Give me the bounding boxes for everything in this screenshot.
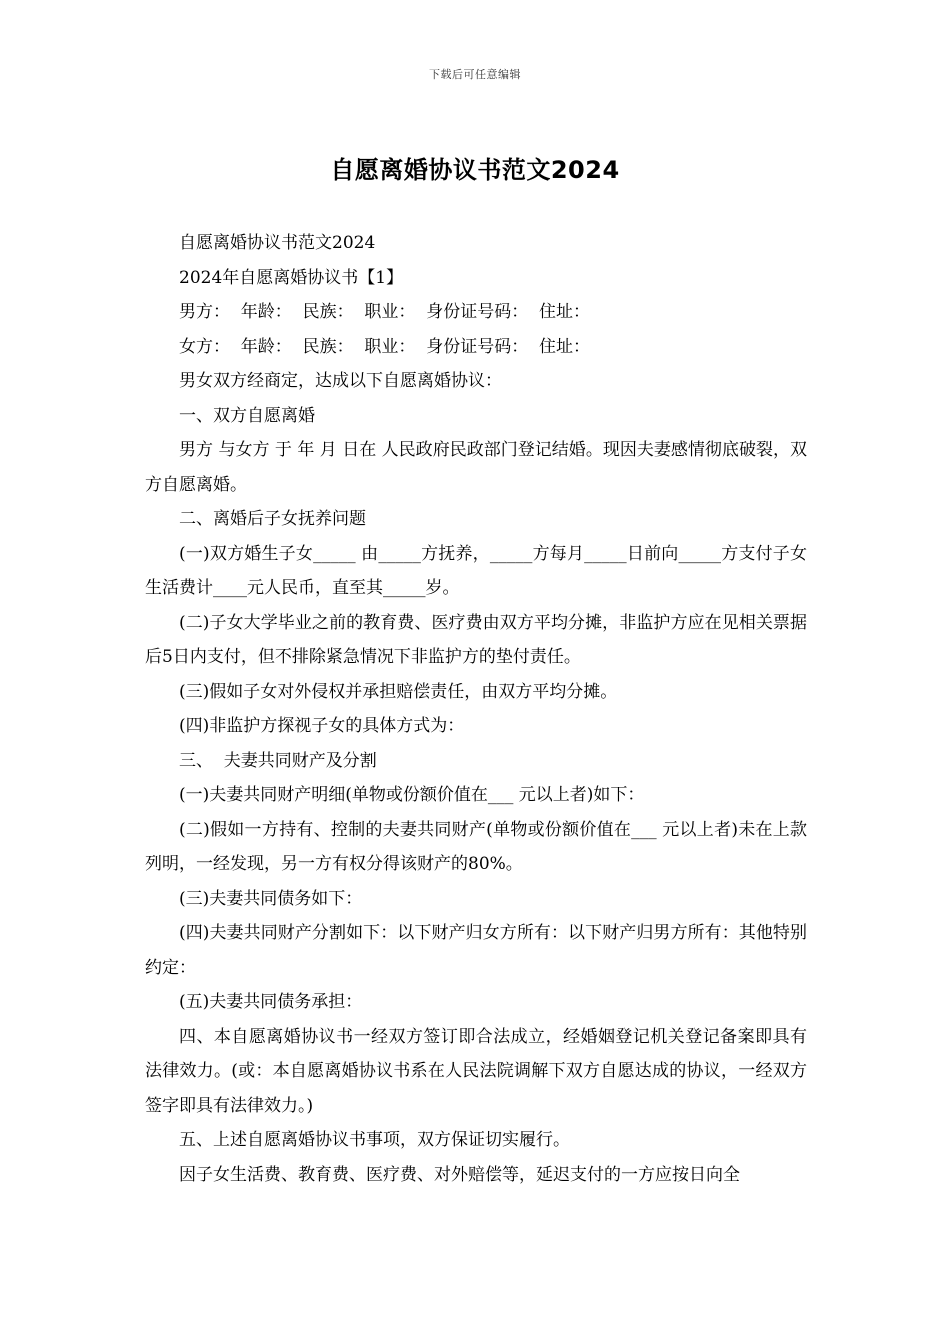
paragraph-subtitle: 自愿离婚协议书范文2024 [179, 233, 376, 253]
paragraph-man-info: 男方： 年龄： 民族： 职业： 身份证号码： 住址： [179, 302, 591, 322]
paragraph-clause-2-1: (一)双方婚生子女_____ 由_____方抚养，_____方每月_____日前向_____方支付子女生活费计____元人民币，直至其_____岁。 [145, 543, 807, 598]
paragraph-clause-2-4: (四)非监护方探视子女的具体方式为： [179, 716, 465, 736]
document-title: 自愿离婚协议书范文2024 [330, 156, 620, 184]
paragraph-woman-info: 女方： 年龄： 民族： 职业： 身份证号码： 住址： [179, 336, 591, 357]
document-body [145, 226, 807, 1192]
page-header-note: 下载后可任意编辑 [429, 68, 521, 81]
paragraph-late-payment: 因子女生活费、教育费、医疗费、对外赔偿等，延迟支付的一方应按日向全 [179, 1164, 740, 1185]
paragraph-clause-2-3: (三)假如子女对外侵权并承担赔偿责任，由双方平均分摊。 [179, 681, 618, 702]
paragraph-clause-3-2: (二)假如一方持有、控制的夫妻共同财产(单物或份额价值在___ 元以上者)未在上款列明，一经发现，另一方有权分得该财产的80%。 [145, 819, 807, 874]
section-heading-3: 三、 夫妻共同财产及分割 [179, 750, 377, 771]
paragraph-section-5: 五、上述自愿离婚协议书事项，双方保证切实履行。 [179, 1130, 570, 1150]
paragraph-clause-2-2: (二)子女大学毕业之前的教育费、医疗费由双方平均分摊，非监护方应在见相关票据后5日内支付，但不排除紧急情况下非监护方的垫付责任。 [145, 612, 807, 667]
paragraph-agreement-heading: 2024年自愿离婚协议书【1】 [179, 267, 404, 288]
paragraph-section-4: 四、本自愿离婚协议书一经双方签订即合法成立，经婚姻登记机关登记备案即具有法律效力。(或：本自愿离婚协议书系在人民法院调解下双方自愿达成的协议，一经双方签字即具有法律效力。) [145, 1026, 807, 1116]
paragraph-clause-3-1: (一)夫妻共同财产明细(单物或份额价值在___ 元以上者)如下： [179, 785, 645, 805]
paragraph-clause-3-4: (四)夫妻共同财产分割如下：以下财产归女方所有：以下财产归男方所有：其他特别约定： [145, 923, 807, 978]
section-heading-2: 二、离婚后子女抚养问题 [179, 509, 366, 529]
section-heading-1: 一、双方自愿离婚 [179, 405, 315, 426]
paragraph-section-1-body: 男方 与女方 于 年 月 日在 人民政府民政部门登记结婚。现因夫妻感情彻底破裂，双方自愿离婚。 [145, 440, 807, 495]
paragraph-clause-3-5: (五)夫妻共同债务承担： [179, 992, 363, 1012]
paragraph-intro: 男女双方经商定，达成以下自愿离婚协议： [179, 371, 502, 391]
paragraph-clause-3-3: (三)夫妻共同债务如下： [179, 888, 363, 909]
